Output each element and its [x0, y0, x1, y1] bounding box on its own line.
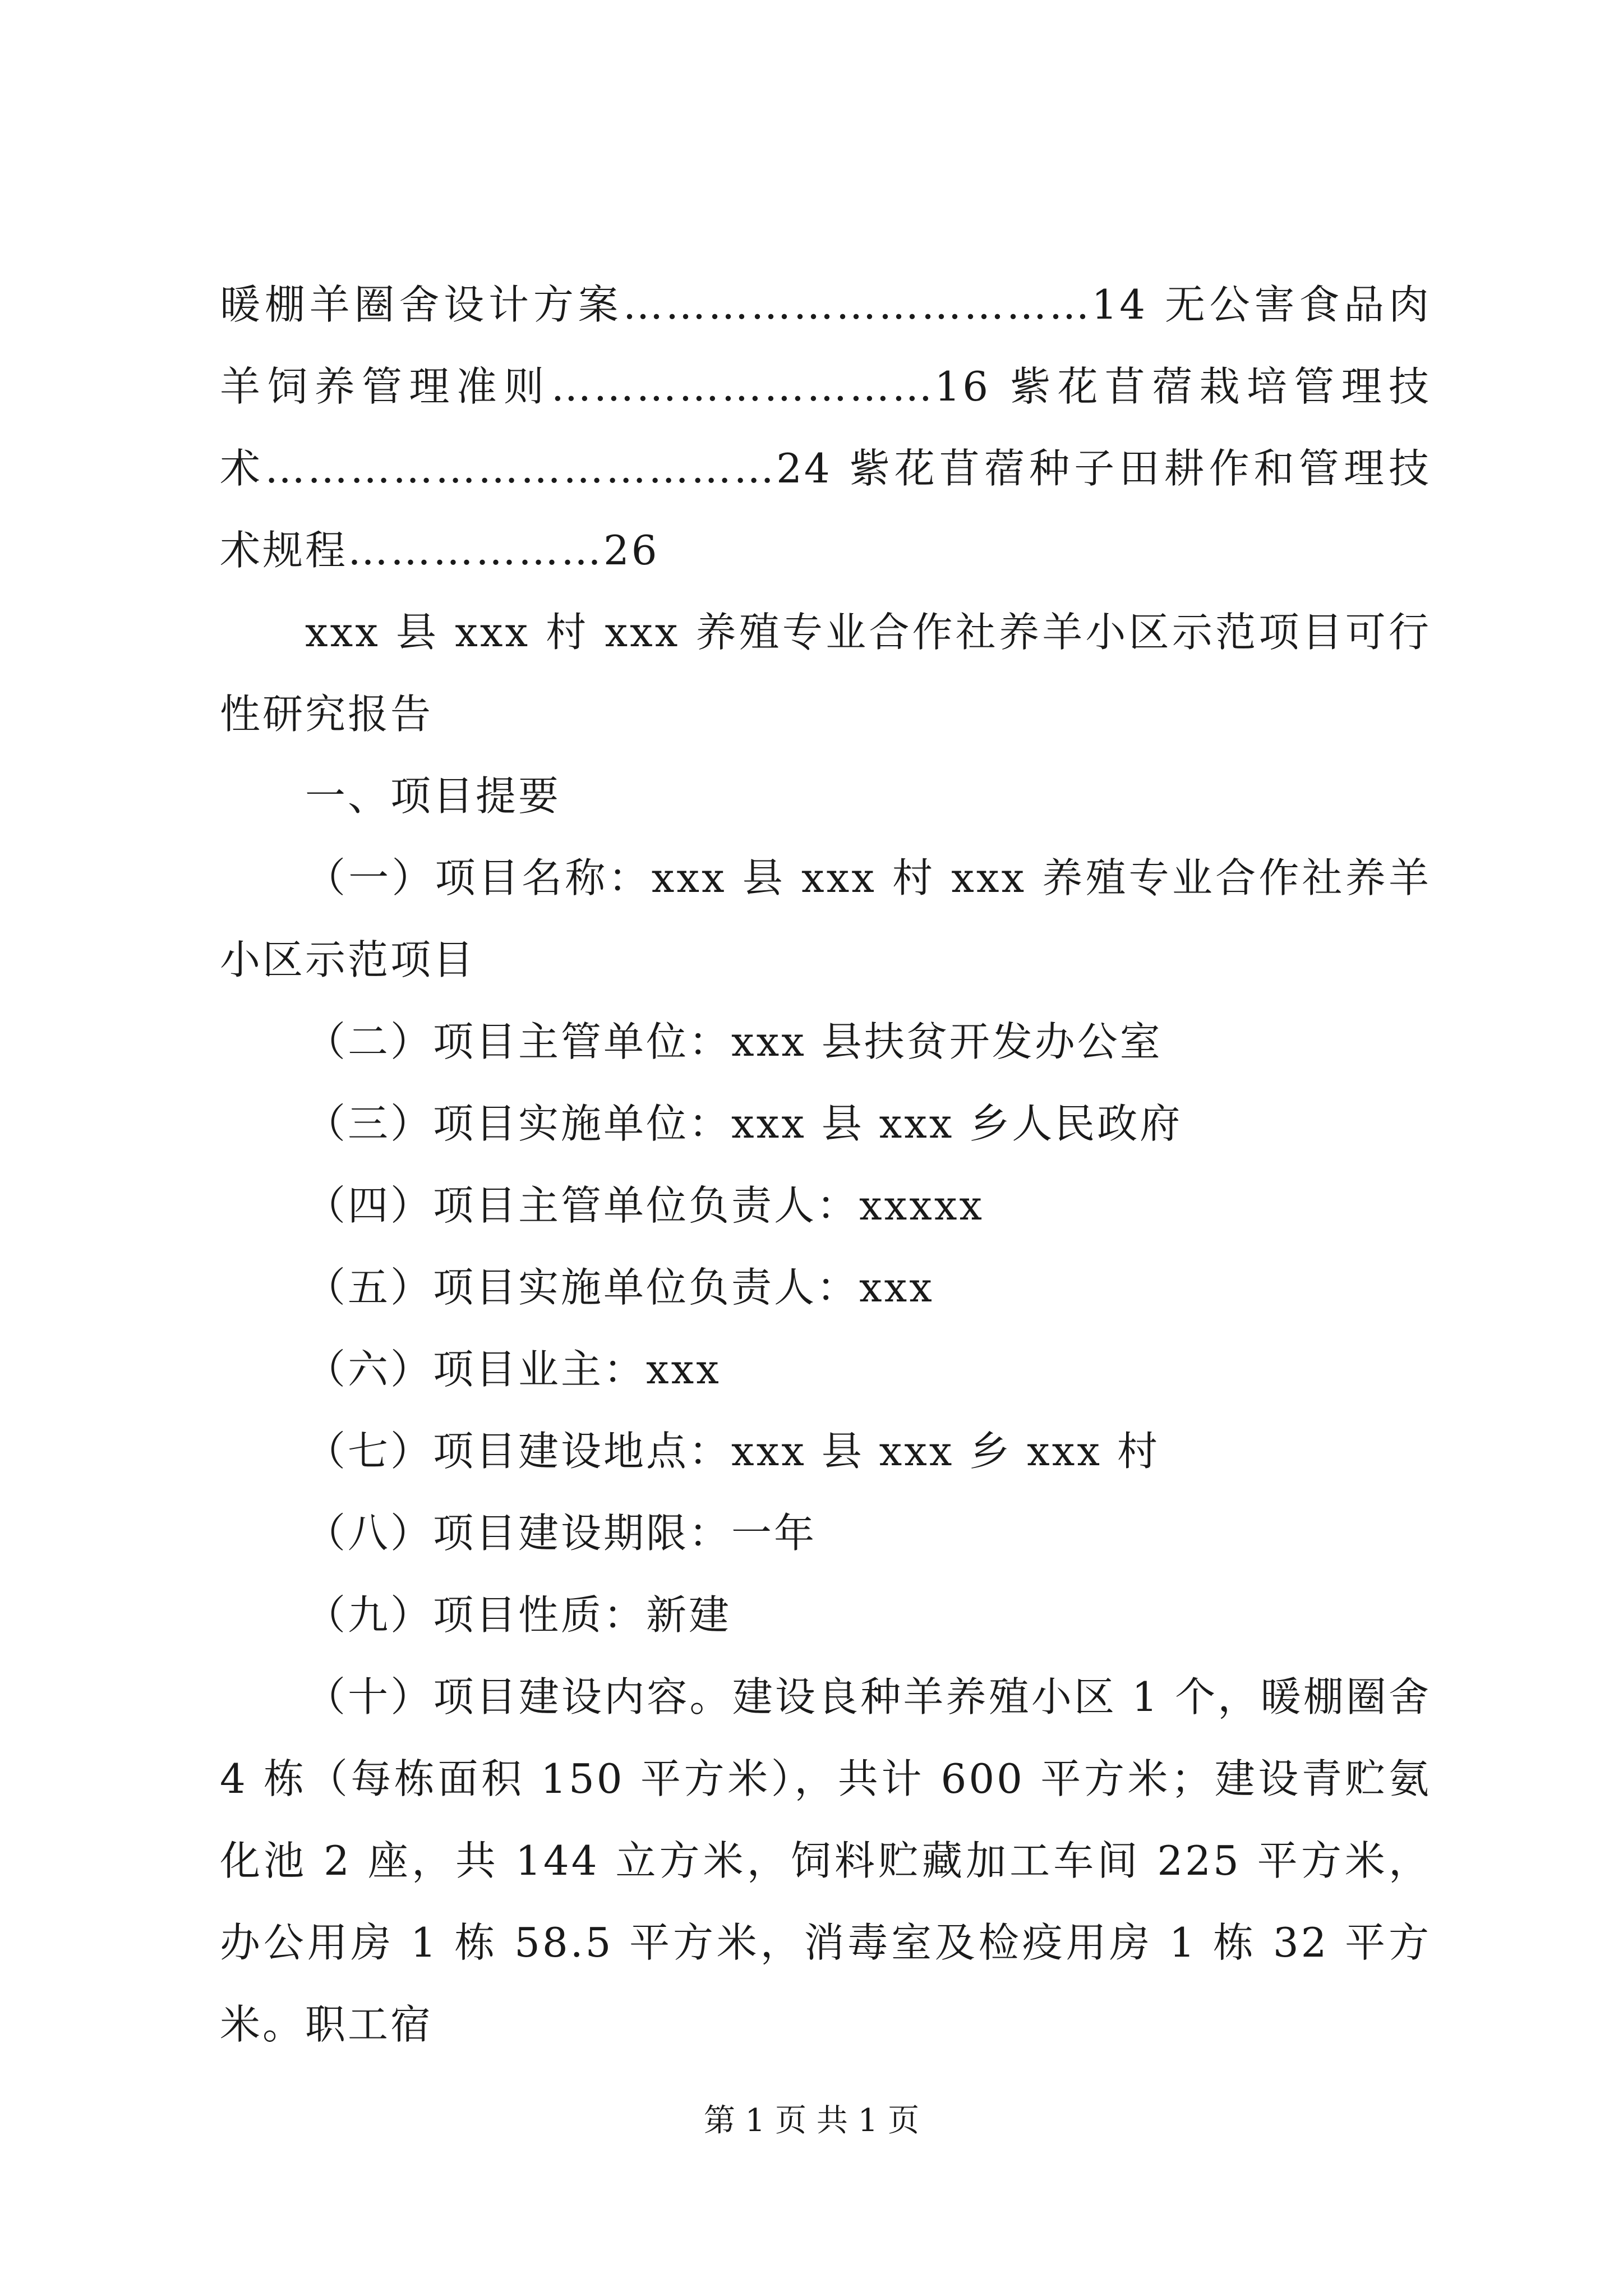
document-body [220, 264, 1431, 2065]
section-heading: 一、项目提要 [305, 772, 561, 820]
item-project-name: （一）项目名称：xxx 县 xxx 村 xxx 养殖专业合作社养羊小区示范项目 [220, 854, 1431, 983]
report-title: xxx 县 xxx 村 xxx 养殖专业合作社养羊小区示范项目可行性研究报告 [220, 609, 1431, 738]
page-footer: 第 1 页 共 1 页 [703, 2102, 920, 2139]
toc-paragraph: 暖棚羊圈舍设计方案……………………………14 无公害食品肉羊饲养管理准则………………………16 紫花苜蓿栽培管理技术………………………………24 紫花苜蓿种子田耕作和管理技术规程………………26 [220, 281, 1431, 574]
item-implementing-unit: （三）项目实施单位：xxx 县 xxx 乡人民政府 [305, 1100, 1183, 1147]
item-supervising-unit: （二）项目主管单位：xxx 县扶贫开发办公室 [305, 1018, 1163, 1065]
item-project-owner: （六）项目业主：xxx [305, 1346, 721, 1393]
item-project-nature: （九）项目性质：新建 [305, 1591, 732, 1639]
item-construction-period: （八）项目建设期限：一年 [305, 1510, 817, 1557]
item-construction-site: （七）项目建设地点：xxx 县 xxx 乡 xxx 村 [305, 1428, 1160, 1475]
item-construction-content: （十）项目建设内容。建设良种羊养殖小区 1 个，暖棚圈舍 4 栋（每栋面积 150 平方米），共计 600 平方米；建设青贮氨化池 2 座，共 144 立方米，饲料贮藏加工车间 225 平方米，办公用房 1 栋 58.5 平方米，消毒室及检疫用房 1 栋 32 平方米。职工宿 [220, 1673, 1431, 2048]
item-supervising-head: （四）项目主管单位负责人：xxxxx [305, 1182, 985, 1229]
item-implementing-head: （五）项目实施单位负责人：xxx [305, 1264, 934, 1311]
